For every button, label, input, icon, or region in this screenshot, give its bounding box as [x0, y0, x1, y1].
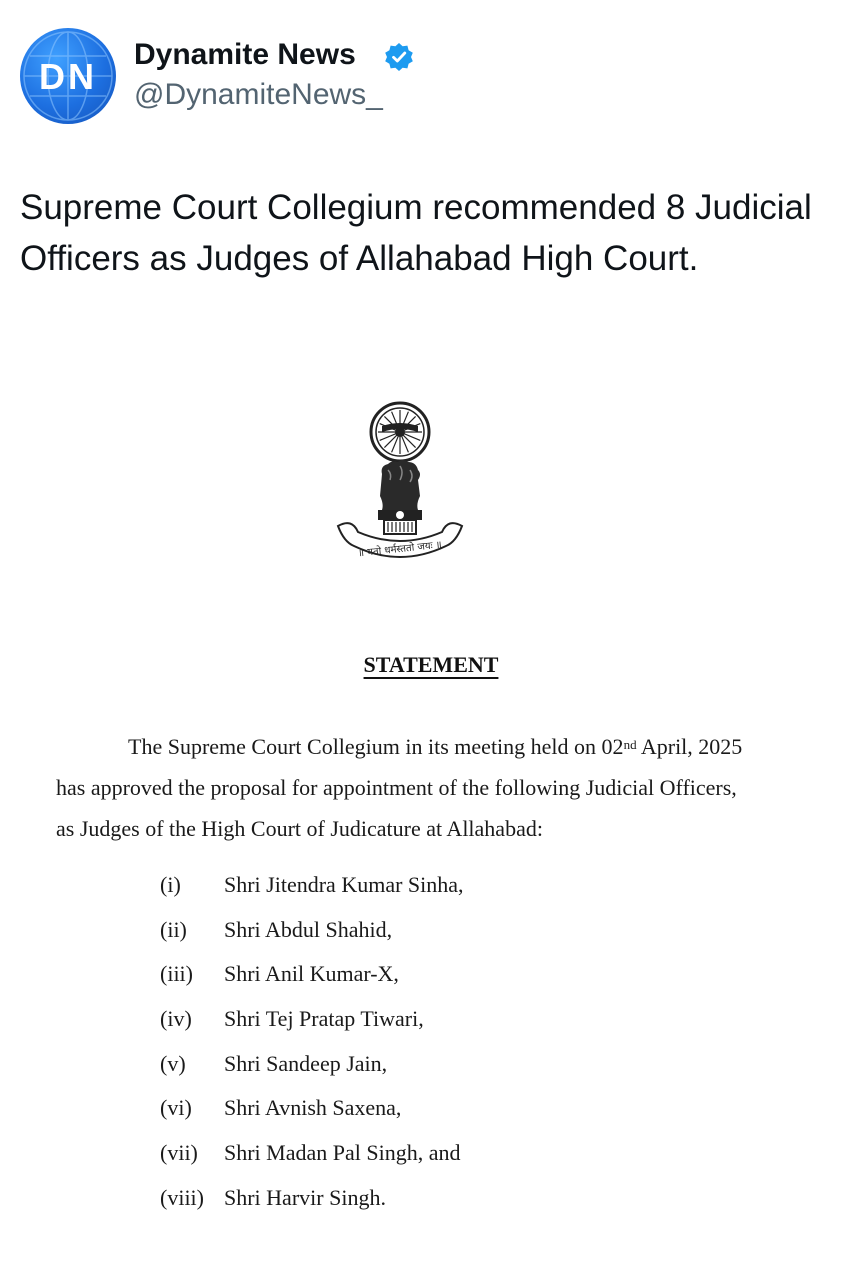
- list-number: (viii): [160, 1184, 204, 1210]
- list-item: [160, 1095, 464, 1140]
- emblem-motto: ॥ यतो धर्मस्ततो जयः ॥: [357, 539, 443, 560]
- list-item: [160, 872, 464, 917]
- list-number: (iii): [160, 961, 193, 987]
- list-item: [160, 1051, 464, 1096]
- list-item: [160, 1006, 464, 1051]
- list-number: (v): [160, 1050, 186, 1076]
- verified-badge-icon: [384, 42, 414, 72]
- attached-document-image[interactable]: [0, 360, 862, 1260]
- list-number: (iv): [160, 1006, 192, 1032]
- display-name[interactable]: Dynamite News: [134, 38, 356, 71]
- judge-name: Shri Sandeep Jain,: [224, 1050, 388, 1076]
- statement-paragraph: [56, 726, 816, 849]
- paragraph-line-1: [56, 726, 816, 767]
- judge-name: Shri Anil Kumar-X,: [224, 961, 399, 987]
- statement-heading: STATEMENT: [363, 652, 499, 677]
- list-number: (ii): [160, 916, 187, 942]
- account-avatar[interactable]: [20, 28, 116, 124]
- paragraph-date-text: April, 2025: [636, 734, 743, 759]
- judge-name: Shri Abdul Shahid,: [224, 916, 393, 942]
- judge-name: Shri Harvir Singh.: [224, 1184, 386, 1210]
- judge-name: Shri Madan Pal Singh, and: [224, 1140, 461, 1166]
- list-number: (vii): [160, 1140, 198, 1166]
- document-heading: [0, 652, 862, 678]
- list-item: [160, 1140, 464, 1185]
- ordinal-suffix: nd: [623, 737, 637, 752]
- account-handle[interactable]: @DynamiteNews_: [134, 78, 383, 111]
- list-item: [160, 1185, 464, 1230]
- judge-name: Shri Avnish Saxena,: [224, 1095, 402, 1121]
- judges-list: [160, 872, 464, 1230]
- paragraph-text: The Supreme Court Collegium in its meeting held on 02: [128, 734, 624, 759]
- paragraph-line-3: as Judges of the High Court of Judicature at Allahabad:: [56, 816, 543, 841]
- list-item: [160, 961, 464, 1006]
- supreme-court-emblem-icon: [332, 400, 468, 580]
- tweet-text: Supreme Court Collegium recommended 8 Judicial Officers as Judges of Allahabad High Court.: [20, 188, 812, 278]
- judge-name: Shri Jitendra Kumar Sinha,: [224, 872, 464, 897]
- list-item: [160, 917, 464, 962]
- judge-name: Shri Tej Pratap Tiwari,: [224, 1006, 424, 1032]
- list-number: (i): [160, 872, 181, 897]
- avatar-initials: DN: [39, 56, 97, 97]
- list-number: (vi): [160, 1095, 192, 1121]
- paragraph-line-2: has approved the proposal for appointment of the following Judicial Officers,: [56, 775, 737, 800]
